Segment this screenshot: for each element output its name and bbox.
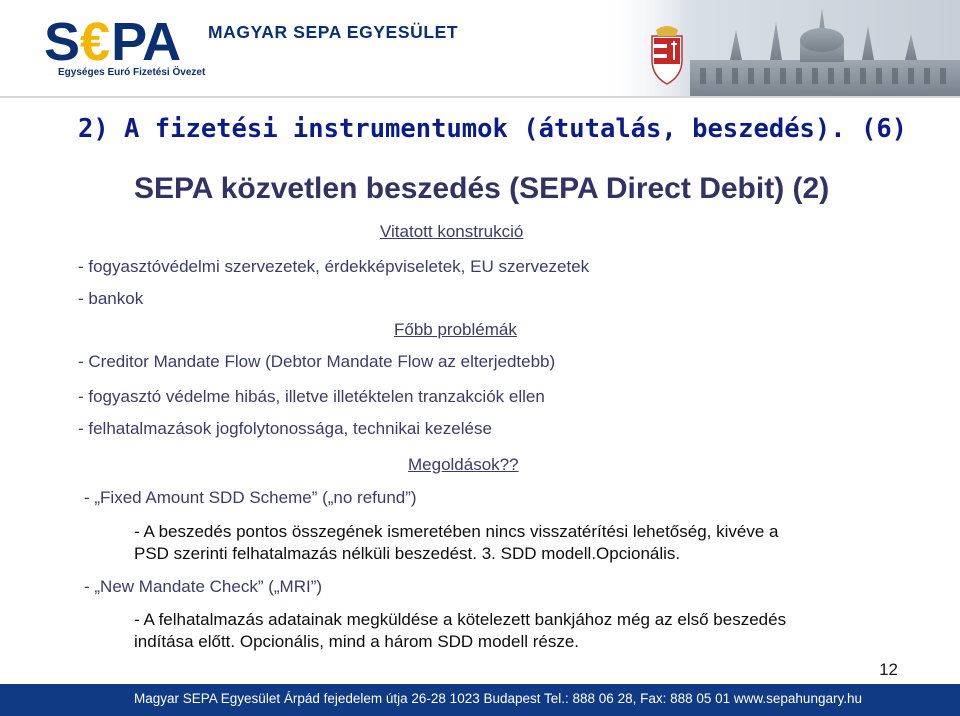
logo-tagline: Egységes Euró Fizetési Övezet: [58, 67, 206, 78]
problem-item: - felhatalmazások jogfolytonossága, technikai kezelése: [78, 419, 492, 438]
solution-new-mandate-detail: [134, 609, 786, 653]
slide-title: 2) A fizetési instrumentumok (átutalás, beszedés). (6): [78, 114, 908, 144]
sepa-logo: [44, 14, 180, 70]
footer-contact-text: Magyar SEPA Egyesület Árpád fejedelem útja 26-28 1023 Budapest Tel.: 888 06 28, Fax: 888 05 01 www.sepahungary.hu: [134, 691, 862, 706]
euro-icon: €: [80, 12, 111, 72]
detail-line: - A beszedés pontos összegének ismeretében nincs visszatérítési lehetőség, kivéve a: [134, 522, 779, 541]
logo-letter-s: S: [44, 12, 80, 72]
header-banner: [0, 0, 960, 98]
header-divider: [0, 96, 960, 98]
contested-heading: Vitatott konstrukció: [380, 222, 524, 241]
parliament-photo: [600, 0, 960, 98]
footer-bar: [0, 684, 960, 716]
problem-item: - Creditor Mandate Flow (Debtor Mandate Flow az elterjedtebb): [78, 352, 556, 371]
page-number: 12: [879, 660, 898, 679]
detail-line: indítása előtt. Opcionális, mind a három SDD modell része.: [134, 632, 580, 651]
logo-letters-pa: PA: [111, 12, 181, 72]
contested-item: - bankok: [78, 289, 144, 308]
contested-item: - fogyasztóvédelmi szervezetek, érdekképviseletek, EU szervezetek: [78, 257, 590, 276]
detail-line: PSD szerinti felhatalmazás nélküli beszedést. 3. SDD modell.Opcionális.: [134, 544, 681, 563]
solutions-heading: Megoldások??: [408, 455, 519, 474]
solution-fixed-amount-detail: [134, 521, 778, 565]
problem-item: - fogyasztó védelme hibás, illetve illetéktelen tranzakciók ellen: [78, 387, 545, 406]
solution-fixed-amount-label: - „Fixed Amount SDD Scheme” („no refund”): [84, 488, 417, 507]
solution-new-mandate-label: - „New Mandate Check” („MRI”): [84, 577, 323, 596]
detail-line: - A felhatalmazás adatainak megküldése a kötelezett bankjához még az első beszedés: [134, 610, 787, 629]
slide-subtitle: SEPA közvetlen beszedés (SEPA Direct Debit) (2): [134, 172, 830, 205]
problems-heading: Főbb problémák: [394, 320, 517, 339]
organization-name: MAGYAR SEPA EGYESÜLET: [208, 22, 459, 42]
